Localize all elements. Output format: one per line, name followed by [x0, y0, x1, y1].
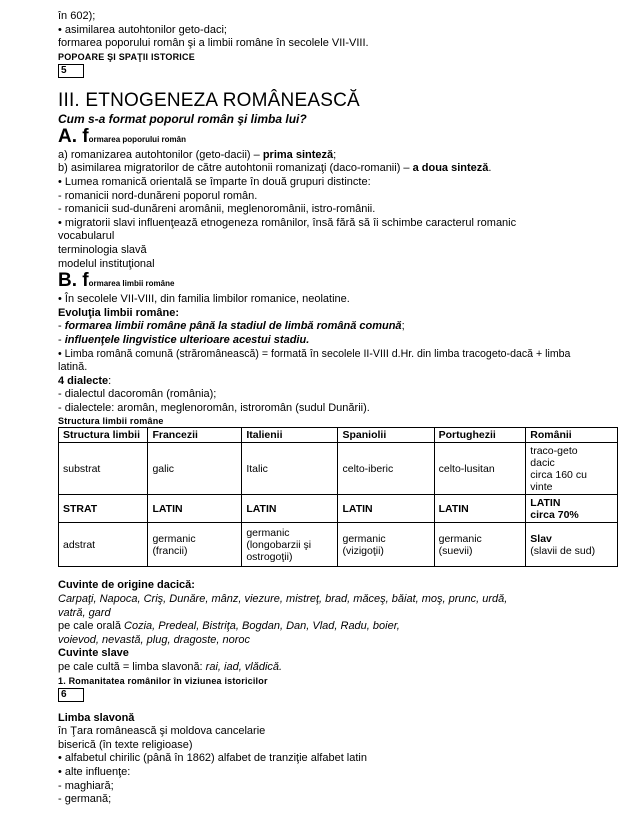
table-cell: LATIN: [242, 495, 338, 523]
text-line: biserică (în texte religioase): [58, 738, 193, 751]
section-a-letter: A. f: [58, 125, 89, 147]
text-line: în 602);: [58, 10, 96, 22]
table-cell: traco-geto dacic circa 160 cu vinte: [526, 443, 618, 495]
table-header-cell: Structura limbii: [59, 428, 148, 443]
table-row: [59, 443, 618, 495]
text-line: a) romanizarea autohtonilor (geto-dacii) – prima sinteză;: [58, 148, 337, 161]
table-cell: substrat: [59, 443, 148, 495]
text-line: • În secolele VII-VIII, din familia limbilor romanice, neolatine.: [58, 293, 350, 306]
table-cell: LATIN: [434, 495, 526, 523]
text-line: vocabularul: [58, 230, 115, 243]
text-line: - formarea limbii române până la stadiul de limbă română comună;: [58, 320, 405, 333]
subheading: Cuvinte slave: [58, 647, 129, 660]
section-a-heading: [58, 125, 623, 149]
subheading: Cuvinte de origine dacică:: [58, 579, 195, 592]
text-line: în Ţara românească şi moldova cancelarie: [58, 725, 266, 738]
chapter-question: Cum s-a format poporul român şi limba lui?: [58, 111, 307, 126]
text-line: - romanicii sud-dunăreni aromânii, meglenoromânii, istro-românii.: [58, 203, 376, 216]
table-header-cell: Spaniolii: [338, 428, 434, 443]
table-header-cell: Italienii: [242, 428, 338, 443]
text-line: • Lumea romanică orientală se împarte în două grupuri distincte:: [58, 175, 371, 188]
text-line: Evoluţia limbii române:: [58, 306, 180, 319]
text-line: formarea poporului român şi a limbii române în secolele VII-VIII.: [58, 37, 369, 50]
table-cell: LATIN circa 70%: [526, 495, 618, 523]
text-line: - dialectul dacoromân (românia);: [58, 388, 217, 401]
text-line: • alte influenţe:: [58, 766, 131, 778]
text-line: pe cale orală Cozia, Predeal, Bistriţa, Bogdan, Dan, Vlad, Radu, boier,: [58, 620, 400, 633]
table-cell: adstrat: [59, 523, 148, 567]
table-cell: celto-iberic: [338, 443, 434, 495]
table-cell: STRAT: [59, 495, 148, 523]
table-cell: germanic (suevii): [434, 523, 526, 567]
text-line: • alfabetul chirilic (până în 1862) alfabet de tranziţie alfabet latin: [58, 752, 367, 765]
table-cell: galic: [148, 443, 242, 495]
table-cell: germanic (francii): [148, 523, 242, 567]
text-line: - maghiară;: [58, 779, 114, 792]
section-caption: 1. Romanitatea românilor în viziunea istoricilor: [58, 675, 268, 686]
page-number-box: 5: [58, 64, 84, 78]
table-cell: LATIN: [148, 495, 242, 523]
table-cell: celto-lusitan: [434, 443, 526, 495]
chapter-title: III. ETNOGENEZA ROMÂNEASCĂ: [58, 89, 360, 111]
section-caption: POPOARE ŞI SPAŢII ISTORICE: [58, 51, 195, 62]
document-page: [58, 10, 623, 807]
table-header-cell: Portughezii: [434, 428, 526, 443]
section-a-heading-text: ormarea poporului român: [88, 134, 186, 144]
text-line: - germană;: [58, 793, 112, 806]
text-line: • migratorii slavi influenţează etnogeneza românilor, însă fără să îi schimbe caracterul romanic: [58, 216, 517, 229]
page-number-box: 6: [58, 688, 84, 702]
text-line: • asimilarea autohtonilor geto-daci;: [58, 23, 227, 36]
subheading: Limba slavonă: [58, 711, 135, 724]
text-line: Carpaţi, Napoca, Criş, Dunăre, mânz, viezure, mistreţ, brad, măceş, băiat, moş, prunc, urdă,: [58, 593, 508, 606]
table-row: [59, 523, 618, 567]
text-line: modelul instituţional: [58, 257, 155, 270]
table-cell: LATIN: [338, 495, 434, 523]
text-line: • Limba română comună (străromânească) = formată în secolele II-VIII d.Hr. din limba tracogeto-dacă + limba: [58, 347, 571, 360]
text-line: latină.: [58, 361, 88, 374]
text-line: - dialectele: aromân, meglenoromân, istroromân (sudul Dunării).: [58, 401, 370, 414]
language-structure-table: [58, 427, 618, 567]
text-line: 4 dialecte:: [58, 374, 112, 387]
section-b-heading-text: ormarea limbii române: [88, 279, 175, 289]
text-line: vatră, gard: [58, 606, 111, 619]
section-b-letter: B. f: [58, 270, 89, 292]
text-line: terminologia slavă: [58, 243, 147, 256]
text-line: - romanicii nord-dunăreni poporul român.: [58, 189, 258, 202]
table-header-cell: Românii: [526, 428, 618, 443]
table-cell: germanic (vizigoţii): [338, 523, 434, 567]
table-header-row: [59, 428, 618, 443]
text-line: voievod, nevastă, plug, dragoste, noroc: [58, 633, 251, 646]
table-cell: germanic (longobarzii şi ostrogoţii): [242, 523, 338, 567]
table-header-cell: Francezii: [148, 428, 242, 443]
section-b-heading: [58, 272, 623, 293]
text-line: - influenţele lingvistice ulterioare acestui stadiu.: [58, 333, 310, 346]
table-cell: Slav (slavii de sud): [526, 523, 618, 567]
text-line: pe cale cultă = limba slavonă: rai, iad, vlădică.: [58, 661, 283, 674]
table-cell: Italic: [242, 443, 338, 495]
table-caption: Structura limbii române: [58, 416, 164, 427]
table-row: [59, 495, 618, 523]
text-line: b) asimilarea migratorilor de către autohtonii romanizaţi (daco-romanii) – a doua sinteză.: [58, 162, 492, 175]
